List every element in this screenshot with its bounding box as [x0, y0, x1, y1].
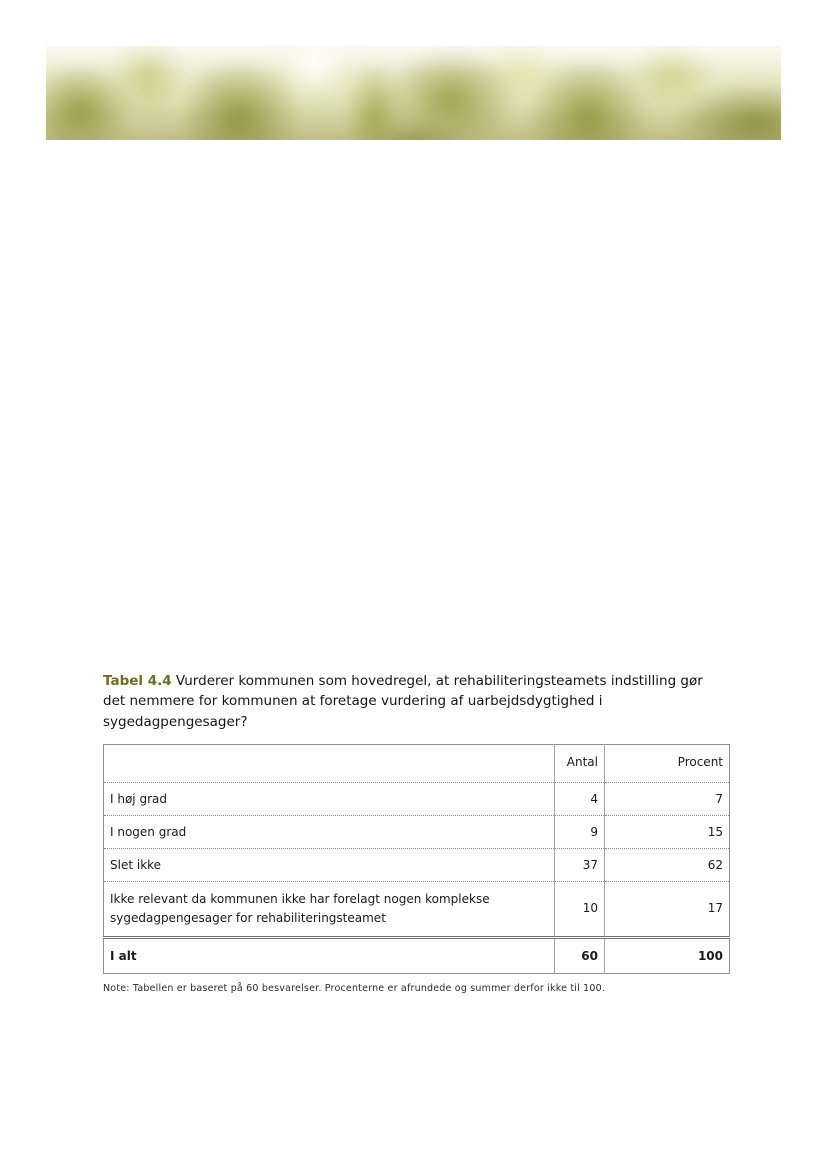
- row-antal: 37: [555, 848, 605, 881]
- table-total-row: [104, 938, 730, 974]
- table-header-row: [104, 744, 730, 782]
- total-label: I alt: [104, 938, 555, 974]
- row-label: I nogen grad: [104, 815, 555, 848]
- table-row: [104, 815, 730, 848]
- header-antal: Antal: [555, 744, 605, 782]
- header-procent: Procent: [605, 744, 730, 782]
- header-image-sheen: [46, 46, 781, 140]
- row-antal: 10: [555, 881, 605, 937]
- header-image: [46, 46, 781, 140]
- row-antal: 4: [555, 782, 605, 815]
- row-label: Slet ikke: [104, 848, 555, 881]
- table-section: [103, 671, 729, 994]
- table-row: [104, 782, 730, 815]
- row-procent: 15: [605, 815, 730, 848]
- table-row: [104, 848, 730, 881]
- row-procent: 17: [605, 881, 730, 937]
- row-label: I høj grad: [104, 782, 555, 815]
- total-antal: 60: [555, 938, 605, 974]
- header-empty: [104, 744, 555, 782]
- row-procent: 7: [605, 782, 730, 815]
- table-note: Note: Tabellen er baseret på 60 besvarelser. Procenterne er afrundede og summer derfor ikke til 100.: [103, 983, 606, 995]
- data-table: [103, 744, 730, 974]
- table-title: [103, 671, 729, 732]
- table-title-text: Vurderer kommunen som hovedregel, at rehabiliteringsteamets indstilling gør det nemmere for kommunen at foretage vurdering af uarbejdsdygtighed i sygedagpengesager?: [103, 673, 703, 730]
- row-antal: 9: [555, 815, 605, 848]
- table-number: Tabel 4.4: [103, 673, 172, 689]
- row-label: Ikke relevant da kommunen ikke har forelagt nogen komplekse sygedagpengesager for rehabiliteringsteamet: [104, 881, 555, 937]
- total-procent: 100: [605, 938, 730, 974]
- row-procent: 62: [605, 848, 730, 881]
- table-row: [104, 881, 730, 937]
